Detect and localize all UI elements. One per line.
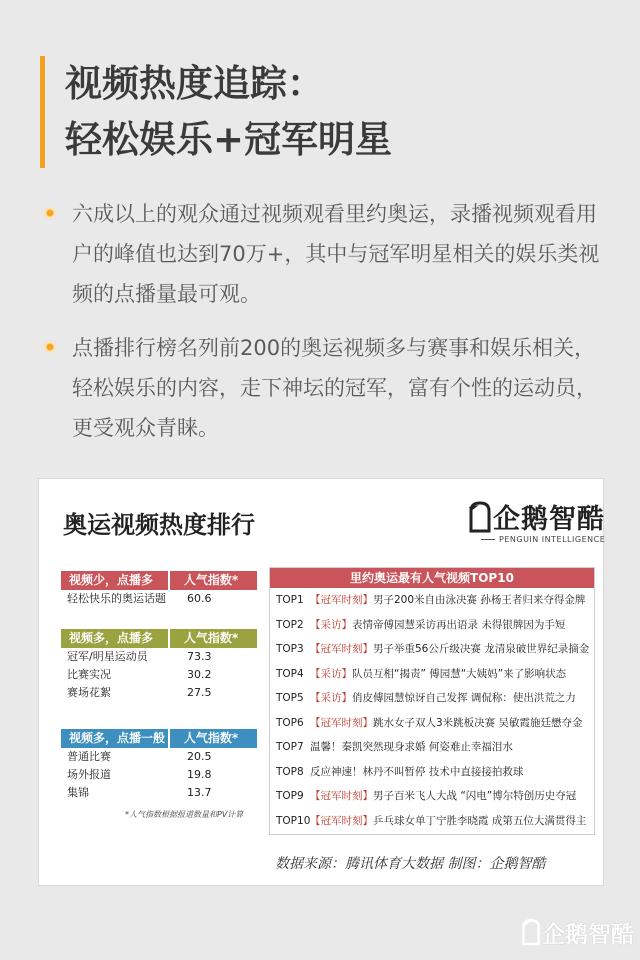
group-high-video-normal-play xyxy=(61,729,257,802)
row-name: 赛场花絮 xyxy=(67,686,111,699)
top-tag: 【冠军时刻】 xyxy=(310,716,373,729)
table-row xyxy=(270,662,594,687)
table-row xyxy=(61,648,257,666)
row-name: 普通比赛 xyxy=(67,750,111,763)
row-value: 20.5 xyxy=(187,750,212,763)
bullet-dot-icon xyxy=(44,207,56,219)
table-row xyxy=(61,748,257,766)
row-value: 30.2 xyxy=(187,668,212,681)
table-row xyxy=(270,784,594,809)
top-entry xyxy=(310,613,565,638)
top-rank: TOP10 xyxy=(276,814,311,827)
table-row xyxy=(270,637,594,662)
row-name: 轻松快乐的奥运话题 xyxy=(67,592,166,605)
row-name: 集锦 xyxy=(67,786,89,799)
row-name: 场外报道 xyxy=(67,768,111,781)
group-index-label: 人气指数* xyxy=(170,571,257,590)
top-tag: 【采访】 xyxy=(310,667,352,680)
top-rank: TOP2 xyxy=(276,618,304,631)
group-index-label: 人气指数* xyxy=(170,729,257,748)
table-row xyxy=(61,766,257,784)
penguin-logo xyxy=(465,495,606,551)
table-row xyxy=(61,684,257,702)
top-tag: 【冠军时刻】 xyxy=(310,643,373,655)
group-label: 视频多，点播多 xyxy=(61,629,168,648)
top-text: 队员互相“揭责” 傅园慧“大姨妈”来了影响状态 xyxy=(352,667,567,680)
bullet-item xyxy=(44,328,614,448)
group-label: 视频少，点播多 xyxy=(61,571,168,590)
table-row xyxy=(270,588,594,613)
top-text: 反应神速！林丹不叫暂停 技术中直接接拍救球 xyxy=(310,765,524,778)
top-entry xyxy=(310,735,513,760)
table-row xyxy=(61,666,257,684)
logo-divider xyxy=(481,539,495,540)
group-high-video-high-play xyxy=(61,629,257,702)
bullet-list xyxy=(44,194,614,462)
row-value: 19.8 xyxy=(187,768,212,781)
row-value: 73.3 xyxy=(187,650,212,663)
top-text: 乒乓球女单丁宁胜李晓霞 成第五位大满贯得主 xyxy=(373,814,587,827)
top-rank: TOP6 xyxy=(276,716,304,729)
table-row xyxy=(61,590,257,608)
bullet-dot-icon xyxy=(44,341,56,353)
top10-panel xyxy=(269,567,595,835)
top-entry xyxy=(310,784,576,809)
table-row xyxy=(270,711,594,736)
bullet-text: 点播排行榜名列前200的奥运视频多与赛事和娱乐相关，轻松娱乐的内容，走下神坛的冠军，富有个性的运动员，更受观众青睐。 xyxy=(72,336,597,440)
penguin-icon xyxy=(520,918,542,948)
card-title: 奥运视频热度排行 xyxy=(63,511,255,539)
footer-logo xyxy=(520,912,634,952)
index-footnote: *人气指数根据报道数量和PV计算 xyxy=(125,810,244,819)
top-rank: TOP1 xyxy=(276,594,304,606)
top-entry xyxy=(310,686,576,711)
top-text: 男子百米飞人大战 “闪电”博尔特创历史夺冠 xyxy=(373,790,577,802)
top-rank: TOP5 xyxy=(276,692,304,704)
top-entry xyxy=(310,662,566,687)
top-text: 跳水女子双人3米跳板决赛 吴敏霞施廷懋夺金 xyxy=(373,716,583,729)
top-tag: 【冠军时刻】 xyxy=(310,790,373,802)
table-row xyxy=(270,760,594,785)
logo-text: 企鹅智酷 xyxy=(493,504,605,535)
group-index-label: 人气指数* xyxy=(170,629,257,648)
row-name: 比赛实况 xyxy=(67,668,111,681)
top-rank: TOP7 xyxy=(276,741,304,753)
table-row xyxy=(270,809,594,834)
top-text: 男子举重56公斤级决赛 龙清泉破世界纪录摘金 xyxy=(373,643,590,655)
data-source: 数据来源：腾讯体育大数据 制图：企鹅智酷 xyxy=(275,856,546,872)
top10-list xyxy=(270,588,594,833)
top-rank: TOP3 xyxy=(276,643,304,655)
top-rank: TOP4 xyxy=(276,667,304,680)
top-text: 俏皮傅园慧惊讶自己发挥 调侃称：使出洪荒之力 xyxy=(352,692,576,704)
top-rank: TOP8 xyxy=(276,765,304,778)
top-entry xyxy=(310,809,586,834)
top-entry xyxy=(310,711,583,736)
penguin-icon xyxy=(467,501,493,535)
bullet-item xyxy=(44,194,614,314)
footer-logo-text: 企鹅智酷 xyxy=(542,922,634,948)
table-row xyxy=(270,686,594,711)
row-value: 27.5 xyxy=(187,686,212,699)
top-text: 温馨！秦凯突然现身求婚 何姿难止幸福泪水 xyxy=(310,741,513,753)
top-entry xyxy=(310,588,585,613)
top-tag: 【冠军时刻】 xyxy=(310,594,373,606)
top-entry xyxy=(310,637,589,662)
logo-subtitle: PENGUIN INTELLIGENCE xyxy=(499,535,606,544)
group-label: 视频多，点播一般 xyxy=(61,729,168,748)
page-title-line1: 视频热度追踪： xyxy=(65,62,324,105)
table-row xyxy=(270,735,594,760)
group-low-video-high-play xyxy=(61,571,257,608)
row-value: 60.6 xyxy=(187,592,212,605)
table-row xyxy=(270,613,594,638)
title-block xyxy=(40,56,392,168)
table-row xyxy=(61,784,257,802)
bullet-text: 六成以上的观众通过视频观看里约奥运，录播视频观看用户的峰值也达到70万+，其中与冠军明星相关的娱乐类视频的点播量最可观。 xyxy=(72,202,600,306)
top10-title: 里约奥运最有人气视频TOP10 xyxy=(270,568,594,588)
top-tag: 【采访】 xyxy=(310,618,352,631)
top-text: 表情帝傅园慧采访再出语录 未得银牌因为手短 xyxy=(352,618,566,631)
row-value: 13.7 xyxy=(187,786,212,799)
row-name: 冠军/明星运动员 xyxy=(67,650,148,663)
top-rank: TOP9 xyxy=(276,790,304,802)
top-entry xyxy=(310,760,523,785)
ranking-card xyxy=(38,478,604,886)
top-tag: 【冠军时刻】 xyxy=(310,814,373,827)
page-title-line2: 轻松娱乐+冠军明星 xyxy=(65,118,393,161)
top-text: 男子200米自由泳决赛 孙杨王者归来夺得金牌 xyxy=(373,594,586,606)
top-tag: 【采访】 xyxy=(310,692,352,704)
